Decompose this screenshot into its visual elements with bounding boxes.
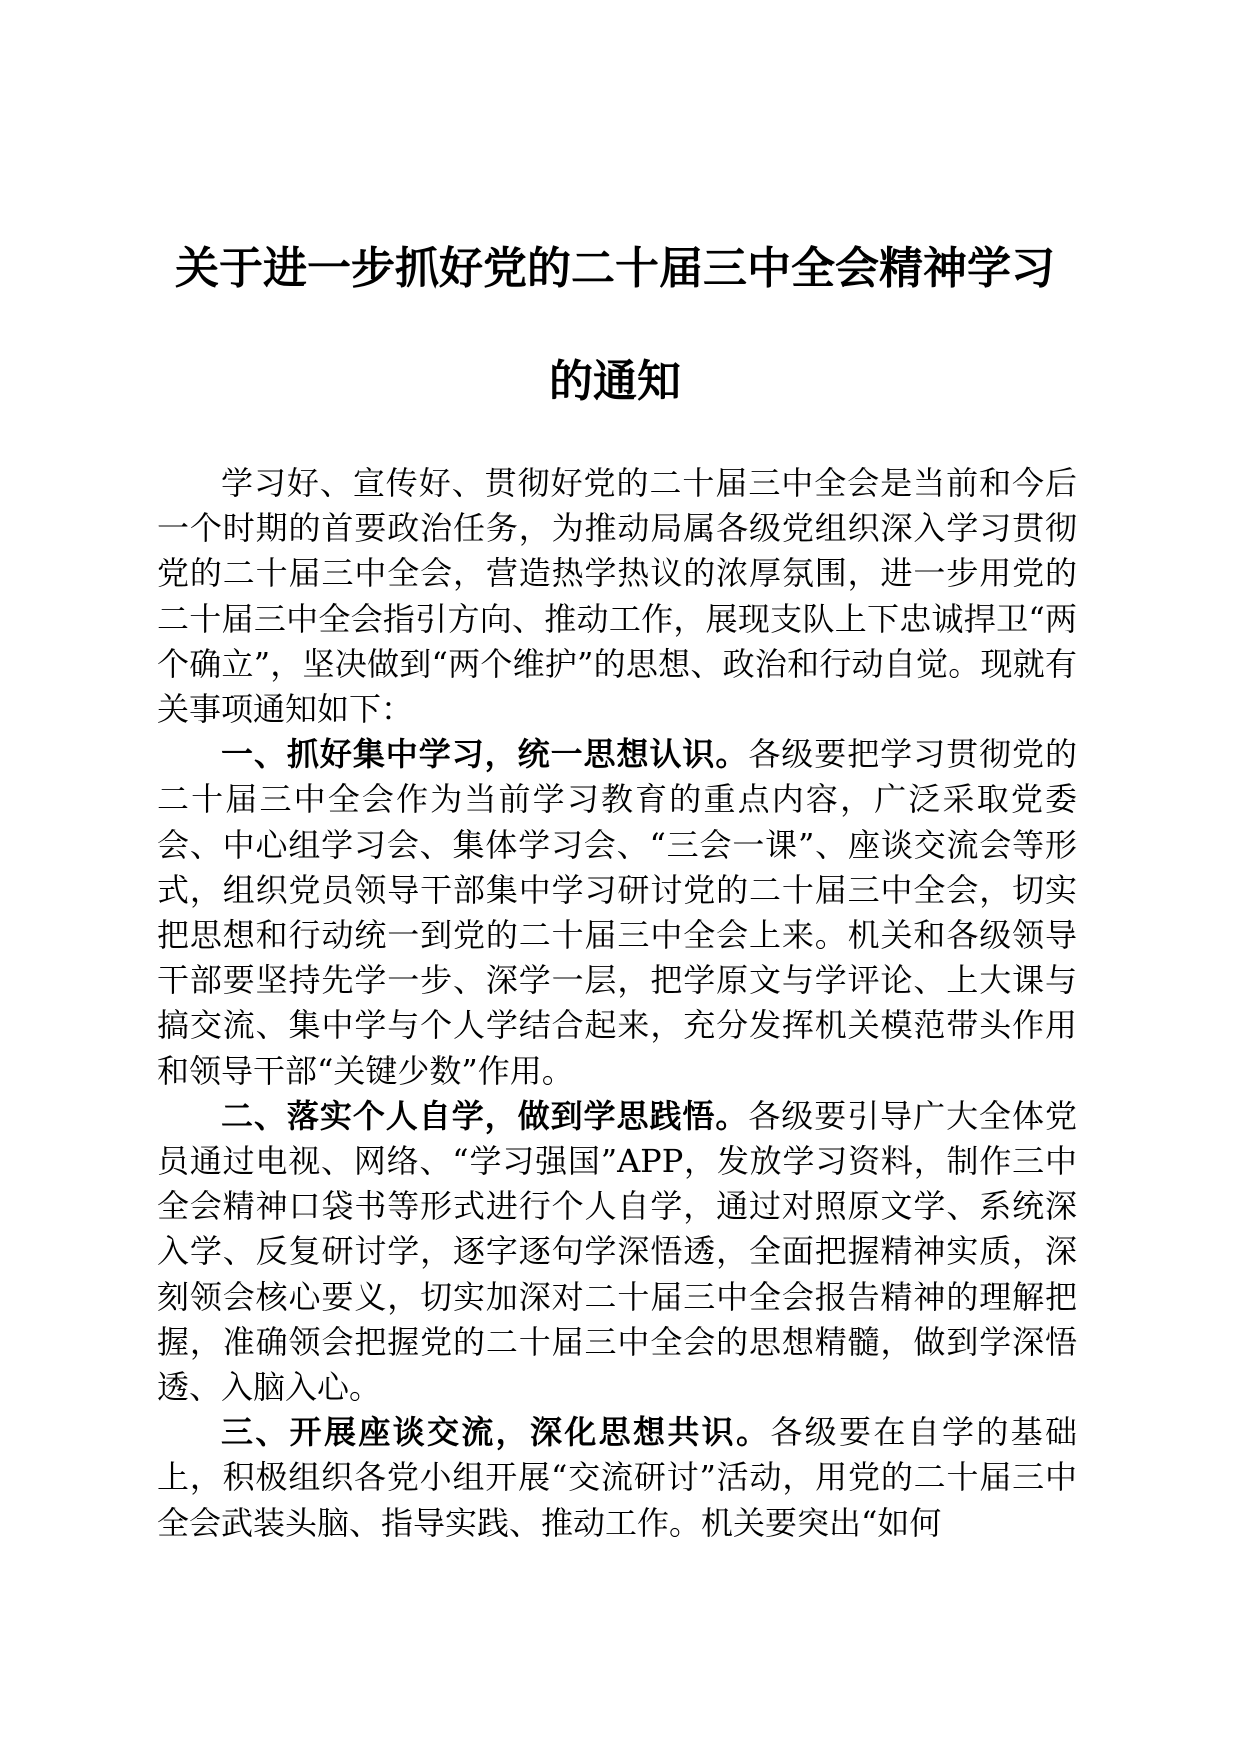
- section-heading-3: 三、开展座谈交流，深化思想共识。: [221, 1413, 771, 1452]
- intro-paragraph: 学习好、宣传好、贯彻好党的二十届三中全会是当前和今后一个时期的首要政治任务，为推动局属各级党组织深入学习贯彻党的二十届三中全会，营造热学热议的浓厚氛围，进一步用党的二十届三中全会指引方向、推动工作，展现支队上下忠诚捍卫“两个确立”，坚决做到“两个维护”的思想、政治和行动自觉。现就有关事项通知如下：: [157, 464, 1077, 729]
- section-heading-2: 二、落实个人自学，做到学思践悟。: [221, 1096, 749, 1135]
- section-paragraph-3: [157, 1410, 1077, 1546]
- section-text-2: 各级要引导广大全体党员通过电视、网络、“学习强国”APP，发放学习资料，制作三中全会精神口袋书等形式进行个人自学，通过对照原文学、系统深入学、反复研讨学，逐字逐句学深悟透，全面把握精神实质，深刻领会核心要义，切实加深对二十届三中全会报告精神的理解把握，准确领会把握党的二十届三中全会的思想精髓，做到学深悟透、入脑入心。: [157, 1096, 1077, 1407]
- section-heading-1: 一、抓好集中学习，统一思想认识。: [221, 735, 749, 774]
- section-text-1: 各级要把学习贯彻党的二十届三中全会作为当前学习教育的重点内容，广泛采取党委会、中心组学习会、集体学习会、“三会一课”、座谈交流会等形式，组织党员领导干部集中学习研讨党的二十届三中全会，切实把思想和行动统一到党的二十届三中全会上来。机关和各级领导干部要坚持先学一步、深学一层，把学原文与学评论、上大课与搞交流、集中学与个人学结合起来，充分发挥机关模范带头作用和领导干部“关键少数”作用。: [157, 735, 1077, 1090]
- document-title-line-2: 的通知: [549, 356, 681, 407]
- document-body: [157, 461, 1077, 1546]
- section-text-3: 各级要在自学的基础上，积极组织各党小组开展“交流研讨”活动，用党的二十届三中全会武装头脑、指导实践、推动工作。机关要突出“如何: [157, 1413, 1077, 1542]
- document-title-line-1: 关于进一步抓好党的二十届三中全会精神学习: [175, 243, 1055, 294]
- section-paragraph-2: [157, 1094, 1077, 1410]
- section-paragraph-1: [157, 732, 1077, 1094]
